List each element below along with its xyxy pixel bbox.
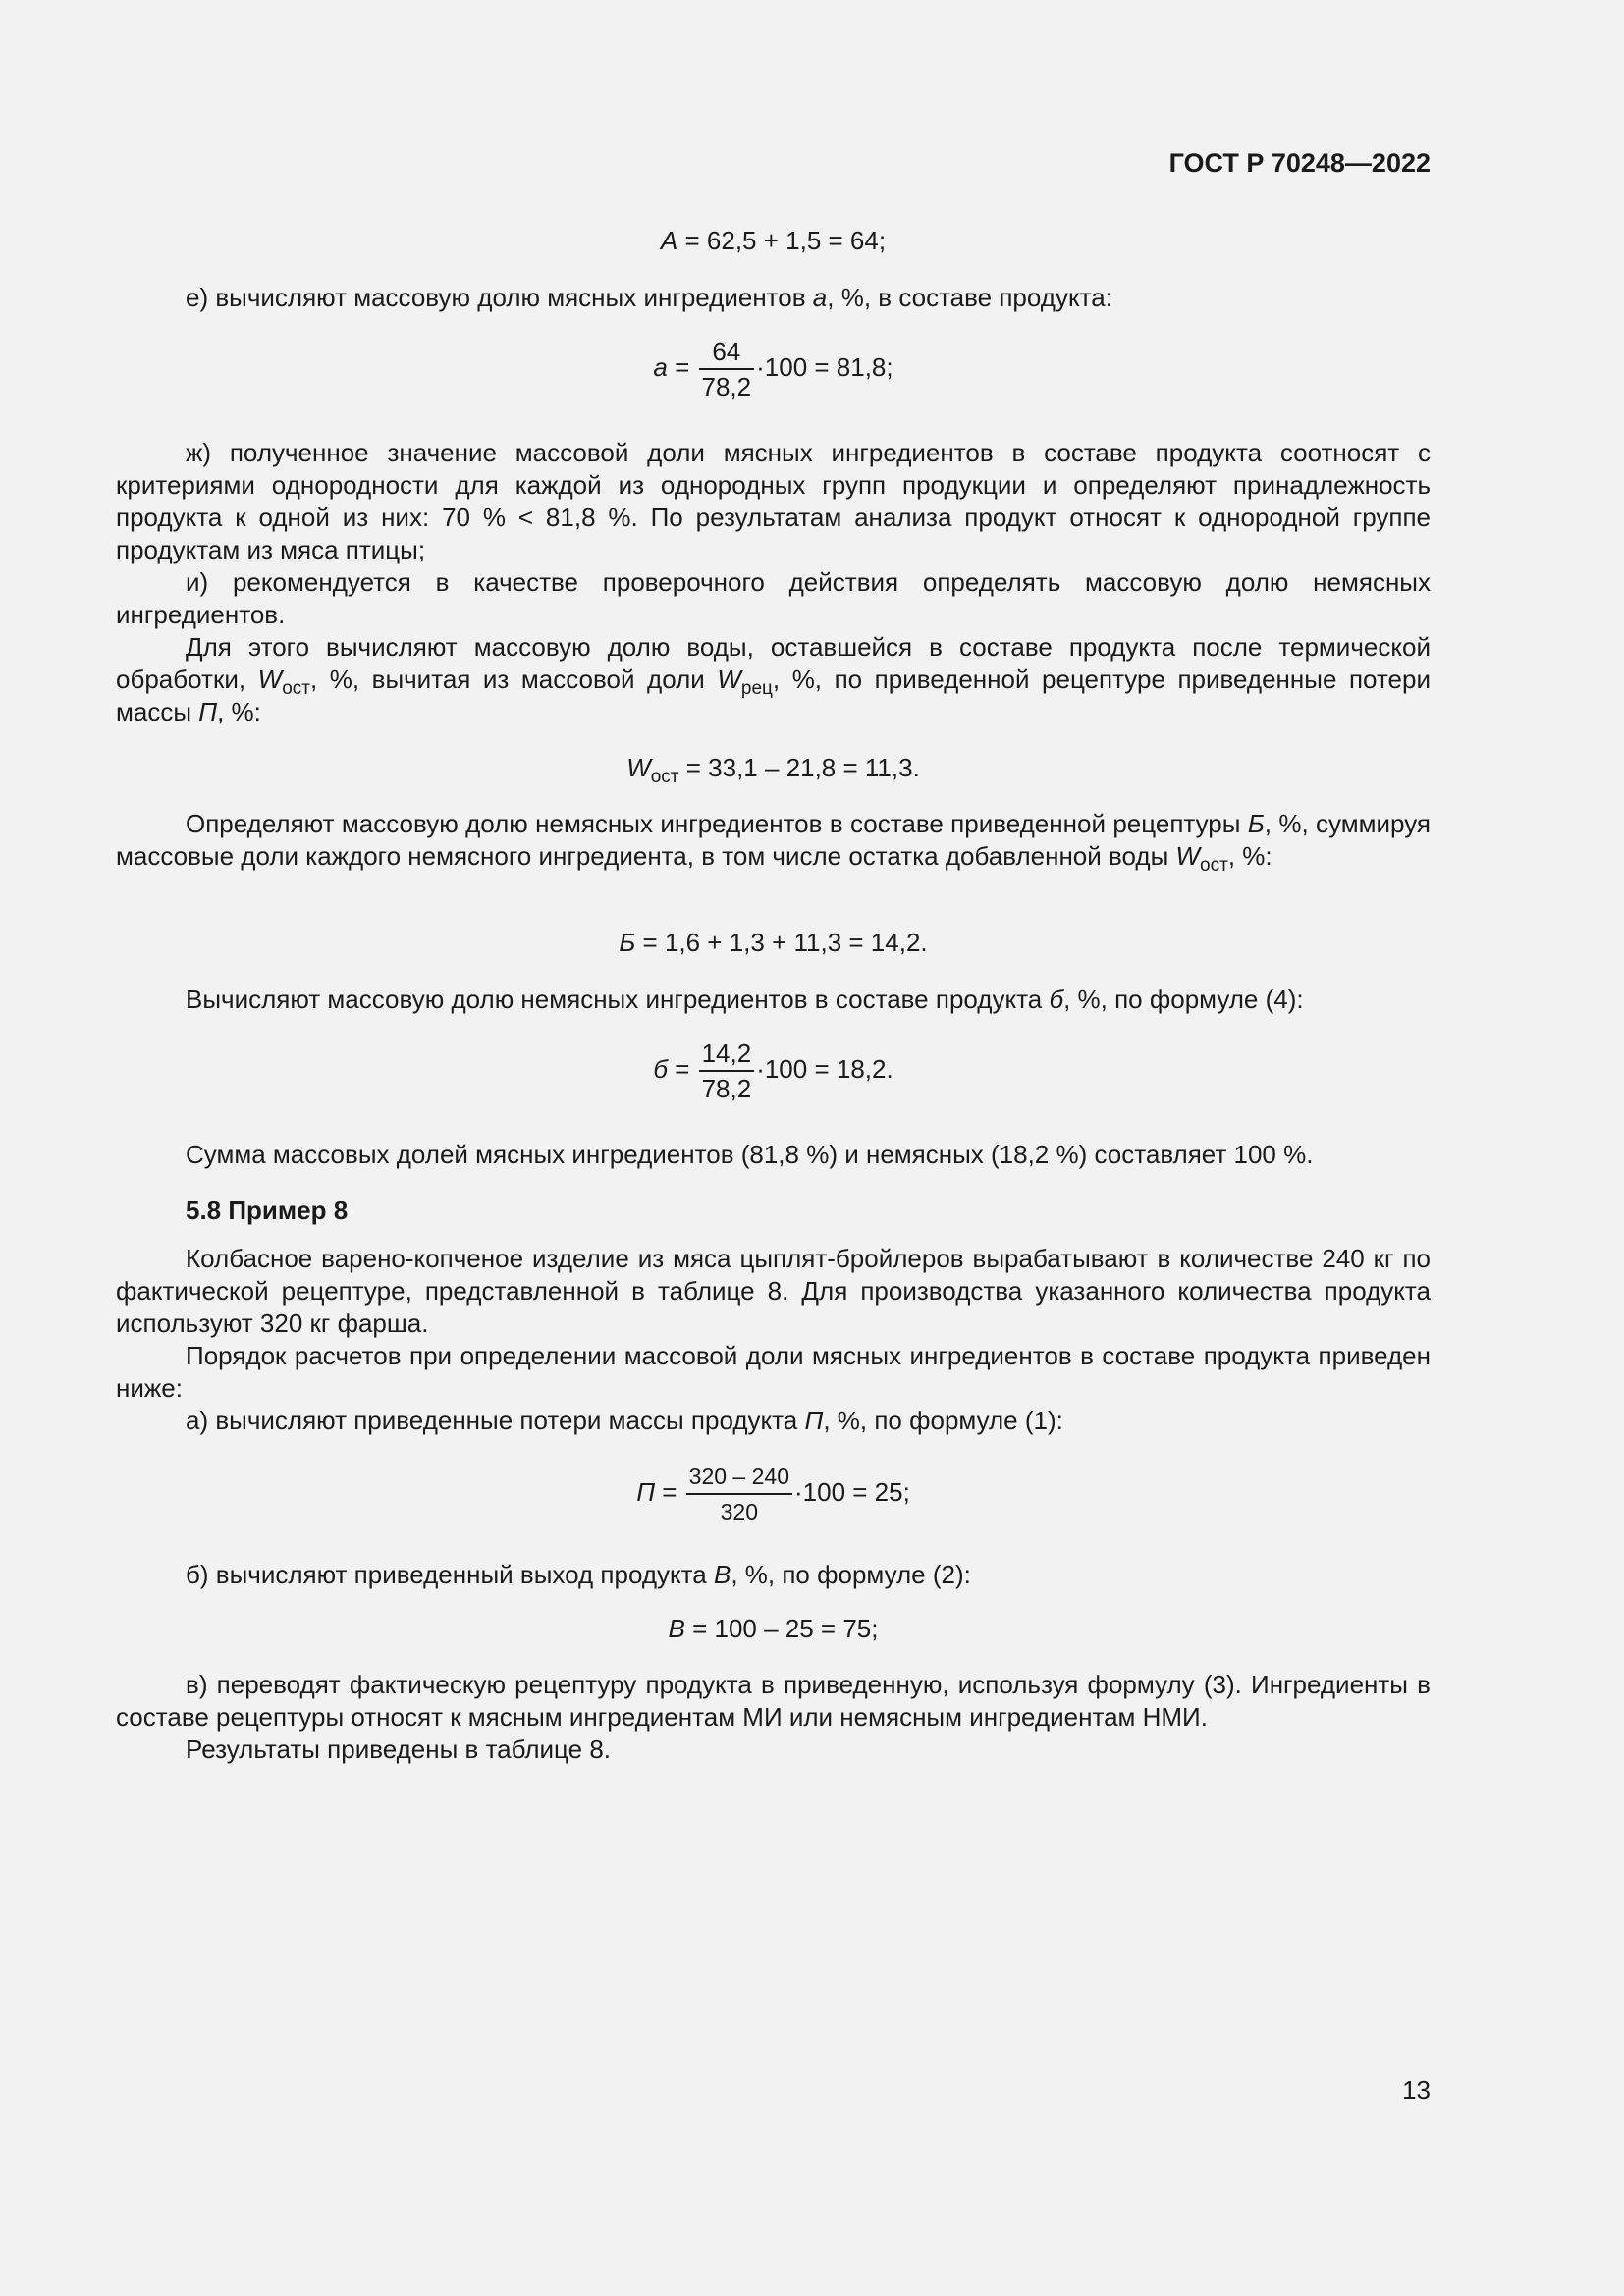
paragraph-results: Результаты приведены в таблице 8. [186,1735,612,1764]
paragraph-sausage-product: Колбасное варено-копченое изделие из мяса цыплят-бройлеров вырабатывают в количестве 240 кг по фактической рецептуре, представленной в таблице 8. Для производства указанного количества продукта используют 320 кг фарша. [116,1244,1431,1338]
equation-A [116,225,1431,257]
fraction [699,336,755,402]
equation-V: В = 100 – 25 = 75; [668,1614,879,1643]
list-item-v: в) переводят фактическую рецептуру продукта в приведенную, используя формулу (3). Ингредиенты в составе рецептуры относят к мясным ингредиентам МИ или немясным ингредиентам НМИ. [116,1670,1431,1732]
list-item-b: б) вычисляют приведенный выход продукта В, %, по формуле (2): [186,1560,971,1589]
equation-expression: = 62,5 + 1,5 = 64; [677,226,887,255]
fraction [686,1461,792,1527]
paragraph-calculation-order: Порядок расчетов при определении массовой доли мясных ингредиентов в составе продукта приведен ниже: [116,1341,1431,1403]
document-code-header: ГОСТ Р 70248—2022 [1168,148,1431,178]
document-page [116,0,1431,2296]
section-heading: 5.8 Пример 8 [186,1196,349,1225]
fraction-numerator: 320 – 240 [686,1461,792,1495]
list-item-e: е) вычисляют массовую долю мясных ингредиентов a, %, в составе продукта: [186,283,1112,312]
fraction-numerator: 14,2 [699,1038,755,1072]
paragraph-sum-total: Сумма массовых долей мясных ингредиентов (81,8 %) и немясных (18,2 %) составляет 100 %. [186,1140,1314,1169]
equation-P-fraction: П = $\frac{320 - 240}{320}$ ·100 = 25; [116,1461,1431,1527]
fraction [699,1038,755,1104]
equation-B: Б = 1,6 + 1,3 + 11,3 = 14,2. [619,928,928,957]
fraction-denominator: 78,2 [701,1074,752,1103]
list-item-a: а) вычисляют приведенные потери массы продукта П, %, по формуле (1): [186,1406,1063,1435]
fraction-denominator: 320 [720,1499,759,1524]
paragraph-non-meat-sum: Определяют массовую долю немясных ингредиентов в составе приведенной рецептуры Б, %, суммируя массовые доли каждого немясного ингредиента, в том числе остатка добавленной воды $W_{ост}$, %: [116,809,1431,876]
equation-b-fraction: б = $\frac{14,2}{78,2}$ ·100 = 18,2. [653,1039,893,1103]
equation-a-fraction: a = $\frac{64}{78,2}$ ·100 = 81,8; [653,337,893,401]
paragraph-formula-4: Вычисляют массовую долю немясных ингредиентов в составе продукта б, %, по формуле (4): [186,985,1304,1014]
fraction-denominator: 78,2 [701,372,752,401]
equation-variable: A [660,226,678,255]
fraction-numerator: 64 [699,336,755,370]
equation-W-ost: $W_{ост} = 33,1 - 21,8 = 11,3$. [626,753,920,787]
paragraph-water-fraction: Для этого вычисляют массовую долю воды, оставшейся в составе продукта после термической обработки, $W_{ост}$, %, вычитая из массовой доли $W_{рец}$, %, по приведенной рецептуре приведенные потери массы П, %: [116,632,1431,726]
list-item-zh: ж) полученное значение массовой доли мясных ингредиентов в составе продукта соотносят с критериями однородности для каждой из однородных групп продукции и определяют принадлежность продукта к одной из них: 70 % < 81,8 %. По результатам анализа продукт относят к однородной группе продуктам из мяса птицы; [116,438,1431,564]
list-item-i: и) рекомендуется в качестве проверочного действия определять массовую долю немясных ингредиентов. [116,567,1431,629]
page-number: 13 [1402,2075,1431,2105]
